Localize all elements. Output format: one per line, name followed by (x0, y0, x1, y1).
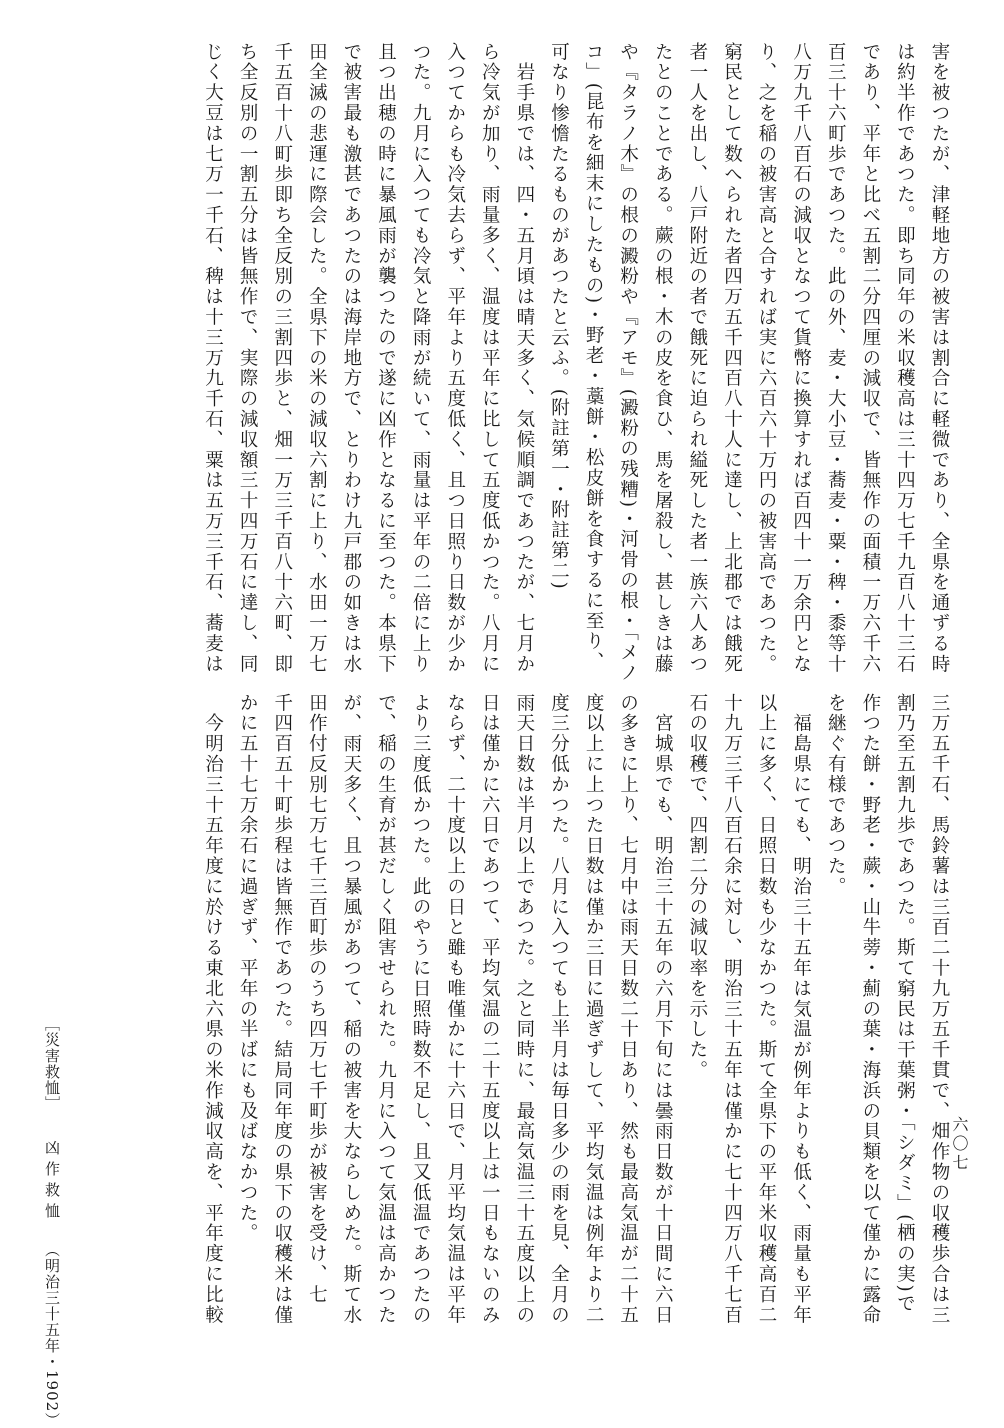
text-line: 石の収穫で、四割二分の減収率を示した。 (686, 693, 708, 1081)
text-line: が、雨天多く、且つ暴風があつて、稲の被害を大ならしめた。斯て水 (340, 693, 362, 1326)
running-head-chapter: ［災害救恤］ (43, 1016, 61, 1112)
text-line: 作つた餅・野老・蕨・山牛蒡・薊の葉・海浜の貝類を以て僅かに露命 (859, 693, 881, 1326)
text-line: で被害最も激甚であつたのは海岸地方で、とりわけ九戸郡の如きは水 (340, 42, 362, 675)
running-head-era: （明治三十五年・1902） (43, 1242, 61, 1428)
text-line: 田作付反別七万七千三百町歩のうち四万七千町歩が被害を受け、七 (306, 693, 328, 1305)
text-line: つた。九月に入つても冷気と降雨が続いて、雨量は平年の二倍に上り (410, 42, 432, 675)
lower-text-block (202, 693, 956, 1326)
text-line: 日は僅かに六日であつて、平均気温の二十五度以上は一日もないのみ (479, 693, 501, 1326)
text-line: は約半作であつた。即ち同年の米収穫高は三十四万七千九百八十三石 (894, 42, 916, 675)
text-line: より三度低かつた。此のやうに日照時数不足し、且又低温であつたの (410, 693, 432, 1326)
text-line: 度以上に上つた日数は僅か三日に過ぎずして、平均気温は例年より二 (583, 693, 605, 1326)
text-line: ち全反別の一割五分は皆無作で、実際の減収額三十四万石に達し、同 (237, 42, 259, 675)
text-line: 以上に多く、日照日数も少なかつた。斯て全県下の平年米収穫高百二 (756, 693, 778, 1326)
text-line: 千五百十八町歩即ち全反別の三割四歩と、畑一万三千百八十六町、即 (271, 42, 293, 675)
text-line: 八万九千八百石の減収となつて貨幣に換算すれば百四十一万余円とな (790, 42, 812, 675)
text-line: たとのことである。蕨の根・木の皮を食ひ、馬を屠殺し、甚しきは藤 (652, 42, 674, 675)
text-line: 十九万三千八百石余に対し、明治三十五年は僅かに七十四万八千七百 (721, 693, 743, 1326)
text-line: や『タラノ木』の根の澱粉や『アモ』(澱粉の残糟)・河骨の根・「メノ (617, 42, 639, 684)
page-number: 六〇七 (950, 1116, 969, 1173)
text-line: 百三十六町歩であつた。此の外、麦・大小豆・蕎麦・粟・稗・黍等十 (825, 42, 847, 675)
text-line: じく大豆は七万一千石、稗は十三万九千石、粟は五万三千石、蕎麦は (202, 42, 224, 675)
text-line: 入つてからも冷気去らず、平年より五度低く、且つ日照り日数が少か (444, 42, 466, 675)
text-line: 者一人を出し、八戸附近の者で餓死に迫られ縊死した者一族六人あつ (686, 42, 708, 675)
text-line: 三万五千石、馬鈴薯は三百二十九万五千貫で、畑作物の収穫歩合は三 (929, 693, 950, 1326)
text-line: 割乃至五割九歩であつた。斯て窮民は干葉粥・「シダミ」(栖の実)で (894, 693, 916, 1314)
text-line: 度三分低かつた。八月に入つても上半月は毎日多少の雨を見、全月の (548, 693, 570, 1326)
text-line: で、稲の生育が甚だしく阻害せられた。九月に入つて気温は高かつた (375, 693, 397, 1326)
text-line: ならず、二十度以上の日と雖も唯僅かに十六日で、月平均気温は平年 (444, 693, 466, 1326)
text-line: 雨天日数は半月以上であつた。之と同時に、最高気温三十五度以上の (513, 693, 535, 1326)
running-head-heading: 凶作救恤 (43, 1140, 61, 1224)
text-line: 福島県にても、明治三十五年は気温が例年よりも低く、雨量も平年 (790, 693, 812, 1326)
text-line: り、之を稲の被害高と合すれば実に六百六十万円の被害高であつた。 (756, 42, 778, 675)
text-line: 今明治三十五年度に於ける東北六県の米作減収高を、平年度に比較 (202, 693, 224, 1326)
text-line: 且つ出穂の時に暴風雨が襲つたので遂に凶作となるに至つた。本県下 (375, 42, 397, 675)
text-line: 宮城県でも、明治三十五年の六月下旬には曇雨日数が十日間に六日 (652, 693, 674, 1326)
text-line: 田全滅の悲運に際会した。全県下の米の減収六割に上り、水田一万七 (306, 42, 328, 675)
running-head (42, 1016, 63, 1428)
text-line: かに五十七万余石に過ぎず、平年の半ばにも及ばなかつた。 (237, 693, 259, 1244)
text-line: 可なり惨憺たるものがあつたと云ふ。(附註第一・附註第二) (548, 42, 570, 591)
text-line: 窮民として数へられた者四万五千四百八十人に達し、上北郡では餓死 (721, 42, 743, 675)
text-line: コ」(昆布を細末にしたもの)・野老・藁餅・松皮餅を食するに至り、 (583, 42, 605, 673)
text-line: 害を被つたが、津軽地方の被害は割合に軽微であり、全県を通ずる時 (929, 42, 950, 675)
text-line: であり、平年と比べ五割二分四厘の減収で、皆無作の面積一万六千六 (859, 42, 881, 675)
text-line: 千四百五十町歩程は皆無作であつた。結局同年度の県下の収穫米は僅 (271, 693, 293, 1326)
text-line: を継ぐ有様であつた。 (825, 693, 847, 897)
text-line: の多きに上り、七月中は雨天日数二十日あり、然も最高気温が二十五 (617, 693, 639, 1326)
text-line: ら冷気が加り、雨量多く、温度は平年に比して五度低かつた。八月に (479, 42, 501, 675)
upper-text-block (56, 42, 956, 684)
text-line: 岩手県では、四・五月頃は晴天多く、気候順調であつたが、七月か (513, 42, 535, 675)
